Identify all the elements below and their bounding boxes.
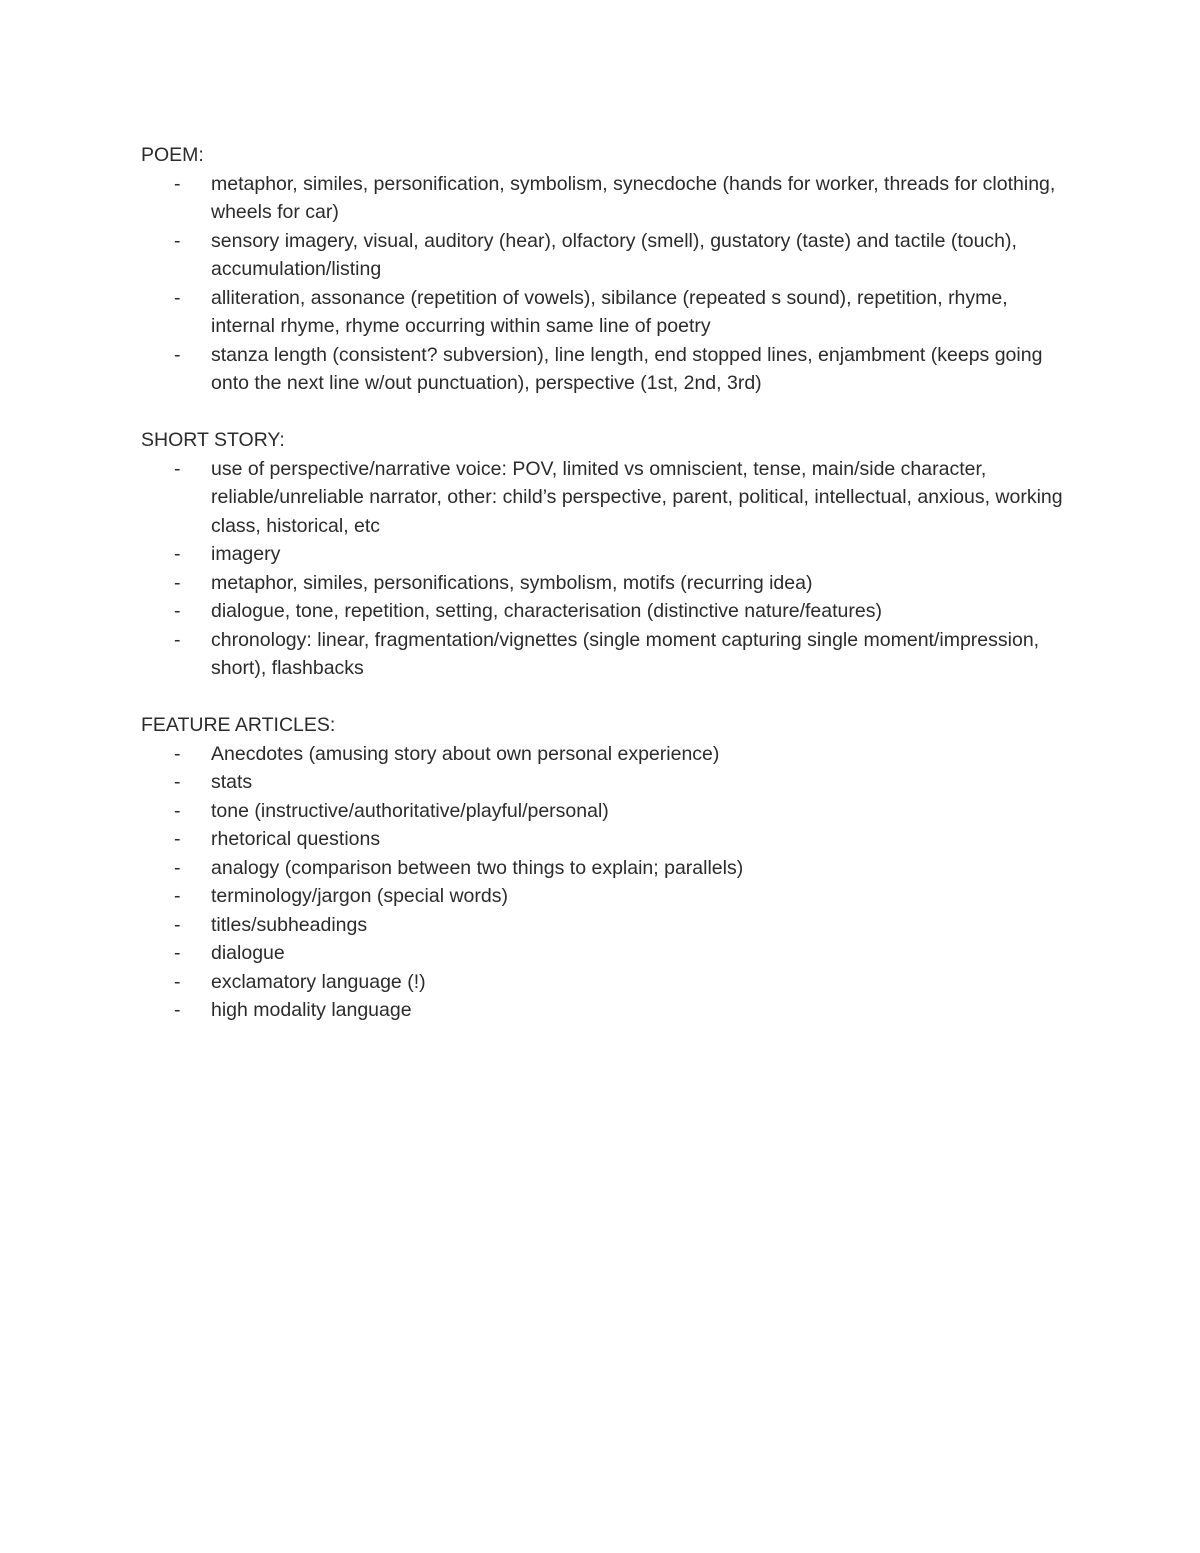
bullet-dash: - <box>174 286 181 309</box>
bullet-dash: - <box>174 856 181 879</box>
list-item-text: dialogue <box>211 942 285 964</box>
bullet-list <box>141 455 1071 683</box>
list-item-text: sensory imagery, visual, auditory (hear), olfactory (smell), gustatory (taste) and tactile (touch), accumulation/listing <box>211 229 1017 280</box>
section-short-story <box>141 426 1071 683</box>
list-item <box>141 996 1071 1025</box>
list-item <box>141 626 1071 683</box>
list-item-text: rhetorical questions <box>211 828 381 850</box>
list-item <box>141 825 1071 854</box>
section-poem <box>141 141 1071 398</box>
list-item <box>141 968 1071 997</box>
section-heading: FEATURE ARTICLES: <box>141 714 336 736</box>
list-item-text: Anecdotes (amusing story about own personal experience) <box>211 742 720 765</box>
bullet-dash: - <box>174 571 181 594</box>
section-heading: SHORT STORY: <box>141 429 285 451</box>
list-item-text: analogy (comparison between two things to explain; parallels) <box>211 856 744 879</box>
bullet-dash: - <box>174 771 181 793</box>
list-item <box>141 540 1071 569</box>
list-item-text: use of perspective/narrative voice: POV, limited vs omniscient, tense, main/side character, reliable/unreliable narrator, other: child’s perspective, parent, political, intellectual, anxious, working class, historical, etc <box>211 457 1063 537</box>
list-item-text: exclamatory language (!) <box>211 970 426 993</box>
list-item <box>141 854 1071 883</box>
list-item <box>141 797 1071 826</box>
bullet-dash: - <box>174 172 181 195</box>
list-item <box>141 341 1071 398</box>
bullet-dash: - <box>174 999 181 1021</box>
list-item-text: terminology/jargon (special words) <box>211 885 508 907</box>
list-item <box>141 911 1071 940</box>
bullet-dash: - <box>174 970 181 993</box>
bullet-dash: - <box>174 742 181 765</box>
bullet-dash: - <box>174 942 181 964</box>
list-item <box>141 768 1071 797</box>
list-item <box>141 227 1071 284</box>
list-item-text: titles/subheadings <box>211 913 368 936</box>
document-body <box>141 141 1071 1053</box>
list-item <box>141 569 1071 598</box>
bullet-list <box>141 170 1071 398</box>
list-item <box>141 455 1071 541</box>
list-item-text: metaphor, similes, personifications, symbolism, motifs (recurring idea) <box>211 571 813 594</box>
list-item <box>141 597 1071 626</box>
bullet-dash: - <box>174 457 181 480</box>
bullet-dash: - <box>174 885 181 907</box>
bullet-dash: - <box>174 343 181 366</box>
list-item <box>141 170 1071 227</box>
list-item-text: metaphor, similes, personification, symbolism, synecdoche (hands for worker, threads for clothing, wheels for car) <box>211 172 1056 223</box>
list-item-text: stanza length (consistent? subversion), line length, end stopped lines, enjambment (keeps going onto the next line w/out punctuation), perspective (1st, 2nd, 3rd) <box>211 343 1043 394</box>
list-item <box>141 284 1071 341</box>
bullet-dash: - <box>174 628 181 651</box>
bullet-dash: - <box>174 543 181 565</box>
bullet-dash: - <box>174 799 181 822</box>
list-item-text: dialogue, tone, repetition, setting, characterisation (distinctive nature/features) <box>211 600 882 622</box>
bullet-dash: - <box>174 828 181 850</box>
bullet-dash: - <box>174 913 181 936</box>
bullet-list <box>141 740 1071 1025</box>
list-item-text: imagery <box>211 543 281 565</box>
list-item <box>141 882 1071 911</box>
list-item-text: alliteration, assonance (repetition of vowels), sibilance (repeated s sound), repetition, rhyme, internal rhyme, rhyme occurring within same line of poetry <box>211 286 1008 337</box>
section-heading: POEM: <box>141 144 204 166</box>
list-item-text: high modality language <box>211 999 412 1021</box>
list-item <box>141 939 1071 968</box>
list-item <box>141 740 1071 769</box>
section-feature-articles <box>141 711 1071 1025</box>
bullet-dash: - <box>174 600 181 622</box>
list-item-text: chronology: linear, fragmentation/vignettes (single moment capturing single moment/impression, short), flashbacks <box>211 628 1040 679</box>
list-item-text: tone (instructive/authoritative/playful/personal) <box>211 799 609 822</box>
bullet-dash: - <box>174 229 181 252</box>
list-item-text: stats <box>211 771 253 793</box>
